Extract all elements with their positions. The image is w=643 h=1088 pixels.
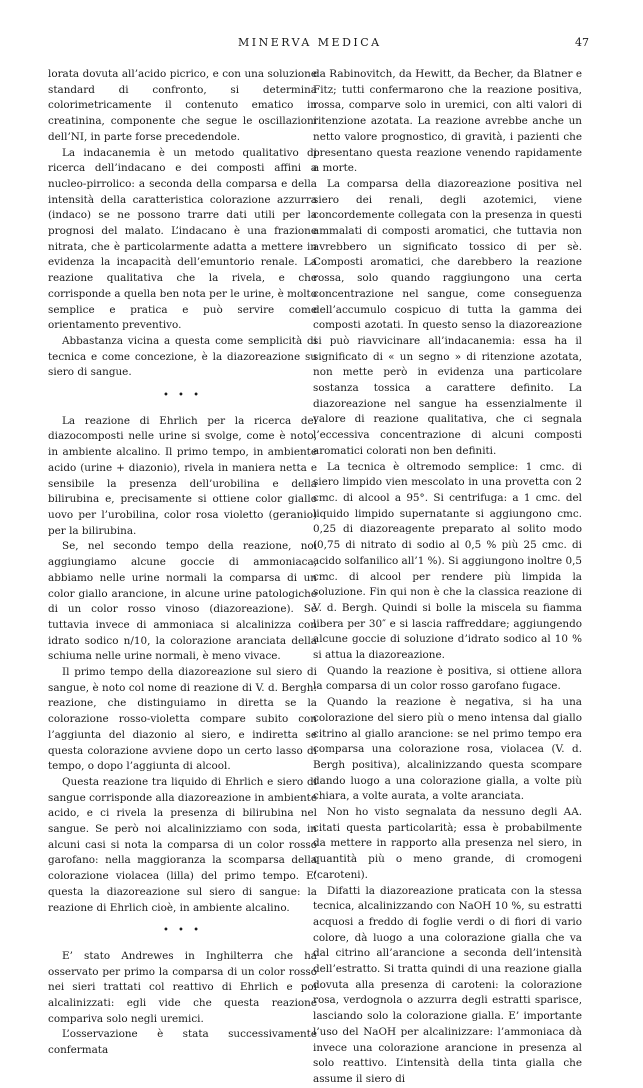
paragraph: Difatti la diazoreazione praticata con la stessa tecnica, alcalinizzando con NaOH 10 %, su estratti acquosi a freddo di foglie verdi o di fiori di vario colore, dà luogo a una colorazione gialla che va dal citrino all’arancione a seconda dell’intensità dell’estratto. Si tratta quindi di una reazione gialla dovuta alla presenza di caroteni: la colorazione rosa, verdognola o azzurra degli estratti sparisce, lasciando solo la colorazione gialla. E’ importante l’uso del NaOH per alcalinizzare: l’ammoniaca dà invece una colorazione arancione in presenza al solo reattivo. L’intensità della tinta gialla che assume il siero di <box>313 884 582 1085</box>
section-separator: • • • <box>162 390 203 402</box>
paragraph: Abbastanza vicina a questa come semplicità di tecnica e come concezione, è la diazoreazione su siero di sangue. <box>48 334 317 379</box>
paragraph: da Rabinovitch, da Hewitt, da Becher, da Blatner e Fitz; tutti confermarono che la reazione positiva, rossa, comparve solo in uremici, con alti valori di ritenzione azotata. La reazione avrebbe anche un netto valore prognostico, di gravità, i pazienti che presentano questa reazione venendo rapidamente a morte. <box>313 68 582 175</box>
running-header <box>0 36 643 52</box>
section-separator: • • • <box>162 925 203 937</box>
journal-title: MINERVA MEDICA <box>238 36 382 49</box>
paragraph: Non ho visto segnalata da nessuno degli AA. citati questa particolarità; essa è probabilmente da mettere in rapporto alla presenza nel siero, in quantità più o meno grande, di cromogeni (caroteni). <box>313 806 582 881</box>
paragraph: Il primo tempo della diazoreazione sul siero di sangue, è noto col nome di reazione di V. d. Bergh: reazione, che distinguiamo in diretta se la colorazione rosso-violetta compare subito con l’aggiunta del diazonio al siero, e indiretta se questa colorazione avviene dopo un certo lasso di tempo, o dopo l’aggiunta di alcool. <box>48 666 317 773</box>
paragraph: E’ stato Andrewes in Inghilterra che ha osservato per primo la comparsa di un color rosso nei sieri trattati col reattivo di Ehrlich e poi alcalinizzati: egli vide che questa reazione compariva solo negli uremici. <box>48 949 317 1025</box>
paragraph: Quando la reazione è positiva, si ottiene allora la comparsa di un color rosso garofano fugace. <box>313 664 582 693</box>
right-column <box>313 67 582 1088</box>
paragraph: La reazione di Ehrlich per la ricerca dei diazocomposti nelle urine si svolge, come è noto, in ambiente alcalino. Il primo tempo, in ambiente acido (urine + diazonio), rivela in maniera netta e sensibile la presenza dell’urobilina e della bilirubina e, precisamente si ottiene color giallo uovo per l’urobilina, color rosa violetto (geranio) per la bilirubina. <box>48 414 317 537</box>
paragraph: Questa reazione tra liquido di Ehrlich e siero di sangue corrisponde alla diazoreazione in ambiente acido, e ci rivela la presenza di bilirubina nel sangue. Se però noi alcalinizziamo con soda, in alcuni casi si nota la comparsa di un color rosso garofano: nella maggioranza la scomparsa della colorazione violacea (lilla) del primo tempo. E’ questa la diazoreazione sul siero di sangue: la reazione di Ehrlich cioè, in ambiente alcalino. <box>48 775 317 914</box>
paragraph: L’osservazione è stata successivamente confermata <box>48 1028 317 1057</box>
paragraph: Quando la reazione è negativa, si ha una colorazione del siero più o meno intensa dal giallo citrino al giallo arancione: se nel primo tempo era comparsa una colorazione rosa, violacea (V. d. Bergh positiva), alcalinizzando questa scompare dando luogo a una colorazione gialla, a volte più chiara, a volte aurata, a volte aranciata. <box>313 696 582 803</box>
paragraph: Se, nel secondo tempo della reazione, noi aggiungiamo alcune goccie di ammoniaca, abbiamo nelle urine normali la comparsa di un color giallo arancione, in alcune urine patologiche di un color rosso vinoso (diazoreazione). Se tuttavia invece di ammoniaca si alcalinizza con idrato sodico n/10, la colorazione aranciata della schiuma nelle urine normali, è meno vivace. <box>48 540 317 663</box>
left-column <box>48 67 317 1059</box>
page-number: 47 <box>575 36 589 49</box>
paragraph: La tecnica è oltremodo semplice: 1 cmc. di siero limpido vien mescolato in una provetta con 2 cmc. di alcool a 95°. Si centrifuga: a 1 cmc. del liquido limpido supernatante si aggiungono cmc. 0,25 di diazoreagente preparato al solito modo (0,75 di nitrato di sodio al 0,5 % più 25 cmc. di acido solfanilico all’1 %). Si aggiungono inoltre 0,5 cmc. di alcool per rendere più limpida la soluzione. Fin qui non è che la classica reazione di V. d. Bergh. Quindi si bolle la miscela su fiamma libera per 30″ e si lascia raffreddare; aggiungendo alcune goccie di soluzione d’idrato sodico al 10 % si attua la diazoreazione. <box>313 460 582 662</box>
paragraph: La comparsa della diazoreazione positiva nel siero dei renali, degli azotemici, viene concordemente collegata con la presenza in questi ammalati di composti aromatici, che tuttavia non avrebbero un significato tossico di per sè. Composti aromatici, che darebbero la reazione rossa, solo quando raggiungono una certa concentrazione nel sangue, come conseguenza dell’accumulo cospicuo di tutta la gamma dei composti azotati. In questo senso la diazoreazione si può riavvicinare all’indacanemia: essa ha il significato di « un segno » di ritenzione azotata, non mette però in evidenza una particolare sostanza tossica a carattere definito. La diazoreazione nel sangue ha essenzialmente il valore di reazione qualitativa, che ci segnala l’eccessiva concentrazione di alcuni composti aromatici colorati non ben definiti. <box>313 177 582 457</box>
paragraph: La indacanemia è un metodo qualitativo di ricerca dell’indacano e dei composti affini a nucleo-pirrolico: a seconda della comparsa e della intensità della caratteristica colorazione azzurra (indaco) se ne possono trarre dati utili per la prognosi del malato. L’indacano è una frazione nitrata, che è particolarmente adatta a mettere in evidenza la incapacità dell’emuntorio renale. La reazione qualitativa che la rivela, e che corrisponde a quella ben nota per le urine, è molto semplice e pratica e può servire come orientamento preventivo. <box>48 146 317 332</box>
paragraph: lorata dovuta all’acido picrico, e con una soluzione standard di confronto, si determina colorimetricamente il contenuto ematico in creatinina, componente che segue le oscillazioni dell’NI, in parte forse precedendole. <box>48 68 317 143</box>
